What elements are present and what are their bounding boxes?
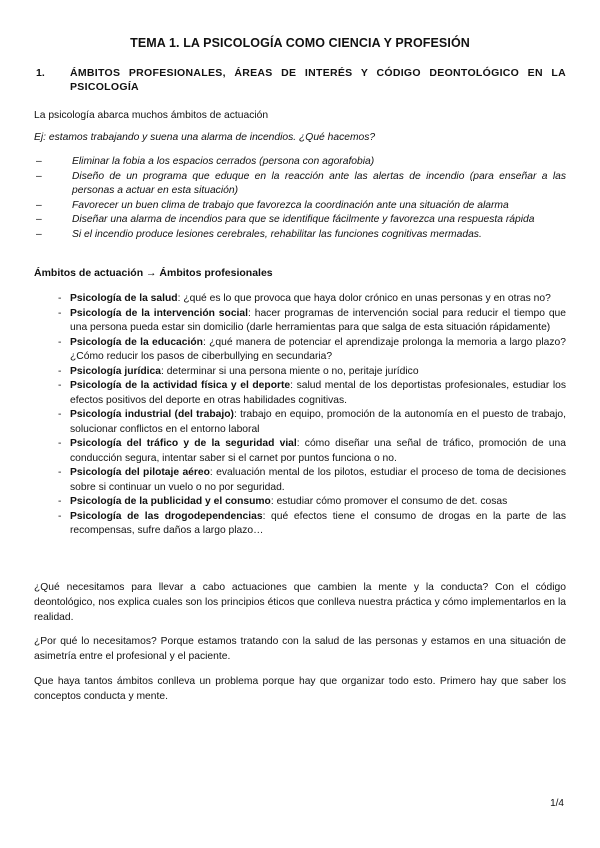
list-item: – Eliminar la fobia a los espacios cerrados (persona con agorafobia) xyxy=(36,156,375,167)
list-item: - Psicología de la publicidad y el consumo: estudiar cómo promover el consumo de det. cosas xyxy=(58,496,508,507)
list-item: - Psicología industrial (del trabajo): trabajo en equipo, promoción de la autonomía en el puesto de trabajo, solucionar conflictos en el entorno laboral xyxy=(58,409,566,435)
list-item: – Favorecer un buen clima de trabajo que favorezca la coordinación ante una situación de alarma xyxy=(36,199,509,211)
paragraph-por-que: ¿Por qué lo necesitamos? Porque estamos tratando con la salud de las personas y estamos en una situación de asimetría entre el profesional y el paciente. xyxy=(34,636,566,662)
list-item: - Psicología de la salud: ¿qué es lo que provoca que haya dolor crónico en unas personas y en otras no? xyxy=(58,293,551,304)
paragraph-ambitos-problema: Que haya tantos ámbitos conlleva un problema porque hay que organizar todo esto. Primero hay que saber los conceptos conducta y mente. xyxy=(34,676,566,702)
list-item: - Psicología del pilotaje aéreo: evaluación mental de los pilotos, estudiar el proceso de toma de decisiones sobre si continuar un vuelo o no por seguridad. xyxy=(58,467,566,493)
list-item: - Psicología de la intervención social: hacer programas de intervención social para reducir el tiempo que una persona pueda estar sin domicilio (darle herramientas para que salga de esta situación rápidamente) xyxy=(58,307,566,333)
section-number: 1. xyxy=(36,67,45,79)
section-heading-text: ÁMBITOS PROFESIONALES, ÁREAS DE INTERÉS Y CÓDIGO DEONTOLÓGICO EN LA PSICOLOGÍA xyxy=(70,67,566,93)
list-item: - Psicología de la educación: ¿qué manera de potenciar el aprendizaje prolonga la memoria a largo plazo? ¿Cómo reducir los pasos de ciberbullying en secundaria? xyxy=(58,336,566,362)
ambitos-list xyxy=(34,292,566,539)
list-item: - Psicología jurídica: determinar si una persona miente o no, peritaje jurídico xyxy=(58,365,419,377)
list-item: - Psicología del tráfico y de la seguridad vial: cómo diseñar una señal de tráfico, promoción de una conducción segura, intentar saber si el carnet por puntos funciona o no. xyxy=(58,438,566,464)
section-heading xyxy=(36,66,566,94)
list-item: – Diseño de un programa que eduque en la reacción ante las alertas de incendio (para enseñar a las personas a actuar en esta situación) xyxy=(36,170,566,196)
ambitos-heading: Ámbitos de actuación → Ámbitos profesionales xyxy=(34,267,273,279)
page-number: 1/4 xyxy=(550,798,564,809)
example-paragraph: Ej: estamos trabajando y suena una alarma de incendios. ¿Qué hacemos? xyxy=(34,132,376,143)
list-item: - Psicología de las drogodependencias: qué efectos tiene el consumo de drogas en la parte de las recompensas, sufre daños a largo plazo… xyxy=(58,510,566,536)
example-list xyxy=(34,155,566,242)
list-item: – Diseñar una alarma de incendios para que se identifique fácilmente y favorezca una respuesta rápida xyxy=(36,214,535,225)
paragraph-deontologico: ¿Qué necesitamos para llevar a cabo actuaciones que cambien la mente y la conducta? Con el código deontológico, nos explica cuales son los principios éticos que conlleva nuestra práctica y cómo implementarlos en la realidad. xyxy=(34,582,566,623)
list-item: - Psicología de la actividad física y el deporte: salud mental de los deportistas profesionales, estudiar los efectos positivos del deporte en otras habilidades cognitivas. xyxy=(58,380,566,406)
intro-paragraph: La psicología abarca muchos ámbitos de actuación xyxy=(34,110,269,121)
document-title: TEMA 1. LA PSICOLOGÍA COMO CIENCIA Y PROFESIÓN xyxy=(130,36,470,50)
list-item: – Si el incendio produce lesiones cerebrales, rehabilitar las funciones cognitivas mermadas. xyxy=(36,228,482,240)
